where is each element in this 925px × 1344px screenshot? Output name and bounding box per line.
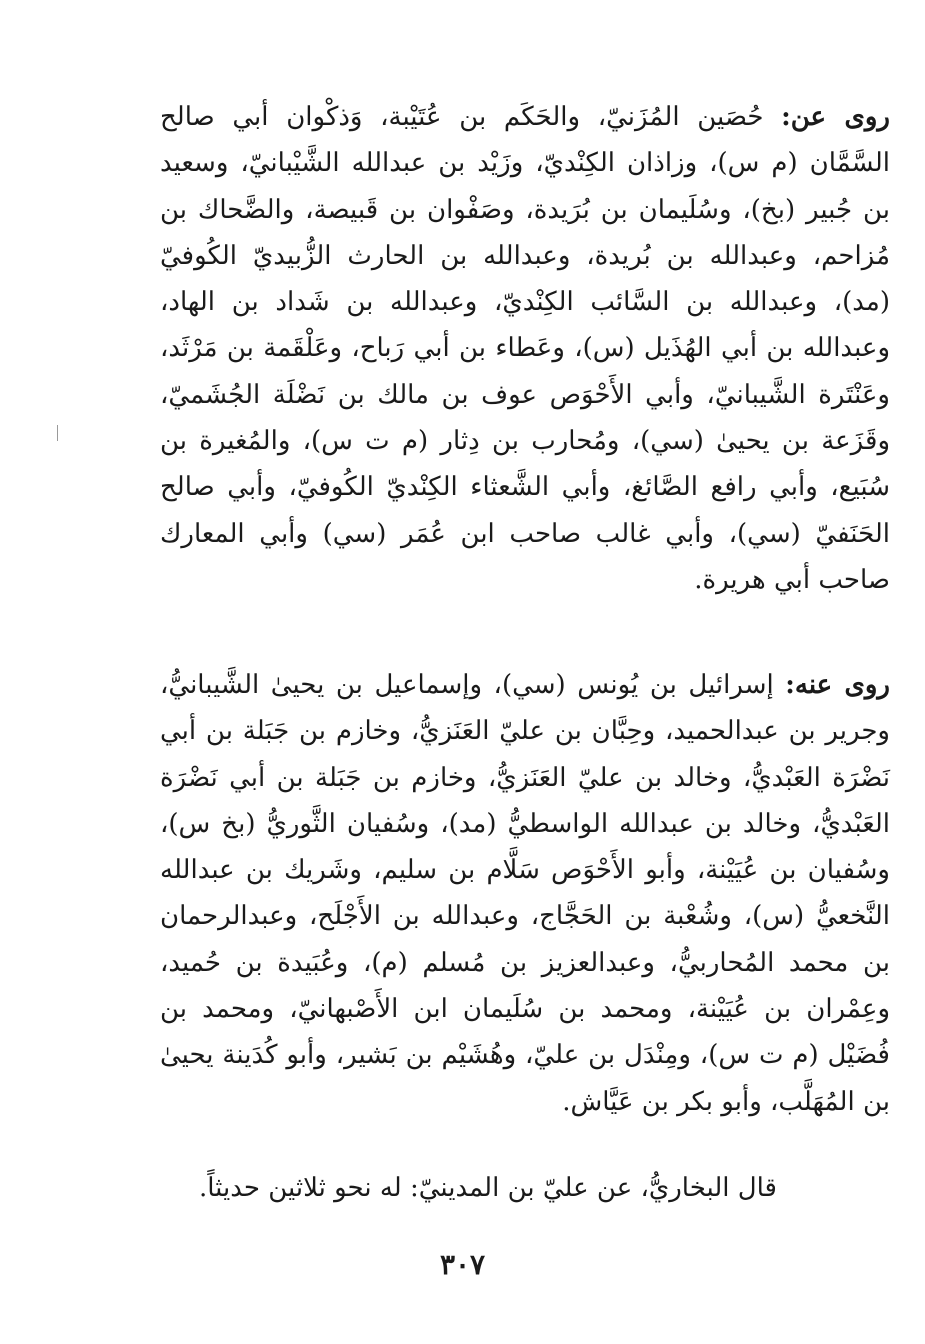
bukhari-quote: قال البخاريُّ، عن عليّ بن المدينيّ: له نحو ثلاثين حديثاً. — [198, 1173, 777, 1203]
narrated-by-paragraph — [160, 662, 890, 1125]
narrated-from-text: حُصَين المُزَنيّ، والحَكَم بن عُتَيْبة، وَذكْوان أبي صالح السَّمَّان (م س)، وزاذان الكِنْديّ، وزَيْد بن عبدالله الشَّيْبانيّ، وسعيد بن جُبير (بخ)، وسُلَيمان بن بُرَيدة، وصَفْوان بن قَبيصة، والضَّحاك بن مُزاحم، وعبدالله بن بُريدة، وعبدالله بن الحارث الزُّبيديّ الكُوفيّ (مد)، وعبدالله بن السَّائب الكِنْديّ، وعبدالله بن شَداد بن الهاد، وعبدالله بن أبي الهُذَيل (س)، وعَطاء بن أبي رَباح، وعَلْقَمة بن مَرْثَد، وعَنْتَرة الشَّيبانيّ، وأبي الأَحْوَص عوف بن مالك بن نَضْلَة الجُشَميّ، وقَزَعة بن يحيىٰ (سي)، ومُحارب بن دِثار (م ت س)، والمُغيرة بن سُبَيع، وأبي رافع الصَّائغ، وأبي الشَّعثاء الكِنْديّ الكُوفيّ، وأبي صالح الحَنَفيّ (سي)، وأبي غالب صاحب ابن عُمَر (سي) وأبي المعارك صاحب أبي هريرة. — [160, 102, 890, 595]
narrated-from-label: روى عن: — [781, 102, 890, 132]
margin-mark — [57, 425, 58, 441]
narrated-from-paragraph — [160, 94, 890, 603]
narrated-by-text: إسرائيل بن يُونس (سي)، وإسماعيل بن يحيىٰ الشَّيبانيُّ، وجرير بن عبدالحميد، وحِبَّان بن عليّ العَنَزيُّ، وخازم بن جَبَلة بن أبي نَضْرَة العَبْديُّ، وخالد بن عليّ العَنَزيُّ، وخازم بن جَبَلة بن أبي نَضْرَة العَبْديُّ، وخالد بن عبدالله الواسطيُّ (مد)، وسُفيان الثَّوريُّ (بخ س)، وسُفيان بن عُيَيْنة، وأبو الأَحْوَص سَلَّام بن سليم، وشَريك بن عبدالله النَّخعيُّ (س)، وشُعْبة بن الحَجَّاج، وعبدالله بن الأَجْلَح، وعبدالرحمان بن محمد المُحاربيُّ، وعبدالعزيز بن مُسلم (م)، وعُبَيدة بن حُميد، وعِمْران بن عُيَيْنة، ومحمد بن سُلَيمان ابن الأَصْبهانيّ، ومحمد بن فُضَيْل (م ت س)، ومِنْدَل بن عليّ، وهُشَيْم بن بَشير، وأبو كُدَينة يحيىٰ بن المُهَلَّب، وأبو بكر بن عَيَّاش. — [160, 670, 890, 1117]
narrated-by-label: روى عنه: — [785, 670, 890, 700]
page-number: ٣٠٧ — [439, 1248, 486, 1281]
